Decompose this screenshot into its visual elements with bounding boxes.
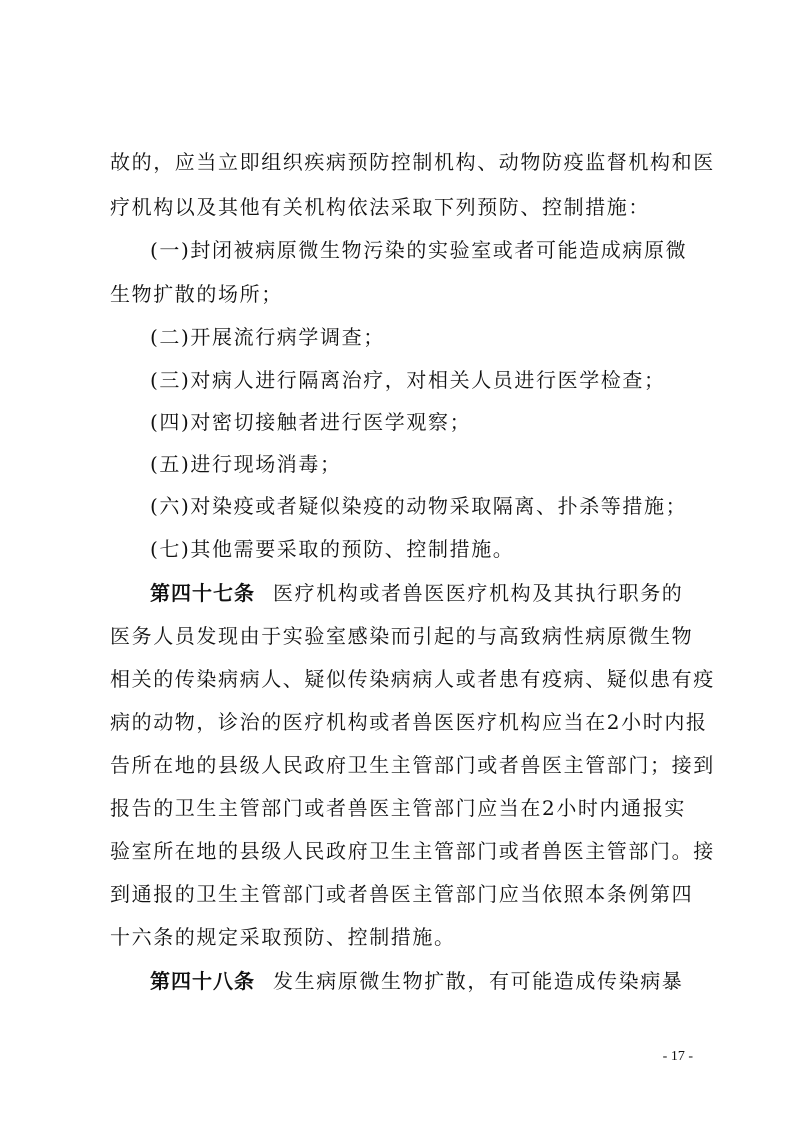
article-text: 发生病原微生物扩散，有可能造成传染病暴 <box>273 969 684 993</box>
text-line: 疗机构以及其他有关机构依法采取下列预防、控制措施： <box>110 195 650 219</box>
text-line: 生物扩散的场所； <box>110 282 283 306</box>
list-item: (一)封闭被病原微生物污染的实验室或者可能造成病原微 <box>150 238 688 262</box>
text-line: 到通报的卫生主管部门或者兽医主管部门应当依照本条例第四 <box>110 882 694 906</box>
list-item: (四)对密切接触者进行医学观察； <box>150 410 472 434</box>
text-line: 验室所在地的县级人民政府卫生主管部门或者兽医主管部门。接 <box>110 839 715 863</box>
page-number: - 17 - <box>662 1049 693 1064</box>
text-line: 故的，应当立即组织疾病预防控制机构、动物防疫监督机构和医 <box>110 150 715 174</box>
text-line: 病的动物，诊治的医疗机构或者兽医医疗机构应当在2小时内报 <box>110 710 708 734</box>
article-48-first-line <box>150 969 690 993</box>
article-heading: 第四十八条 <box>150 969 255 993</box>
text-line: 报告的卫生主管部门或者兽医主管部门应当在2小时内通报实 <box>110 796 686 820</box>
text-line: 告所在地的县级人民政府卫生主管部门或者兽医主管部门；接到 <box>110 753 715 777</box>
list-item: (七)其他需要采取的预防、控制措施。 <box>150 537 515 561</box>
article-text: 医疗机构或者兽医医疗机构及其执行职务的 <box>273 581 684 605</box>
text-line: 医务人员发现由于实验室感染而引起的与高致病性病原微生物 <box>110 624 694 648</box>
text-line: 相关的传染病病人、疑似传染病病人或者患有疫病、疑似患有疫 <box>110 667 715 691</box>
text-line: 十六条的规定采取预防、控制措施。 <box>110 925 456 949</box>
list-item: (二)开展流行病学调查； <box>150 325 385 349</box>
list-item: (三)对病人进行隔离治疗，对相关人员进行医学检查； <box>150 368 666 392</box>
list-item: (六)对染疫或者疑似染疫的动物采取隔离、扑杀等措施； <box>150 494 688 518</box>
article-heading: 第四十七条 <box>150 581 255 605</box>
article-47-first-line <box>150 581 690 605</box>
list-item: (五)进行现场消毒； <box>150 452 342 476</box>
